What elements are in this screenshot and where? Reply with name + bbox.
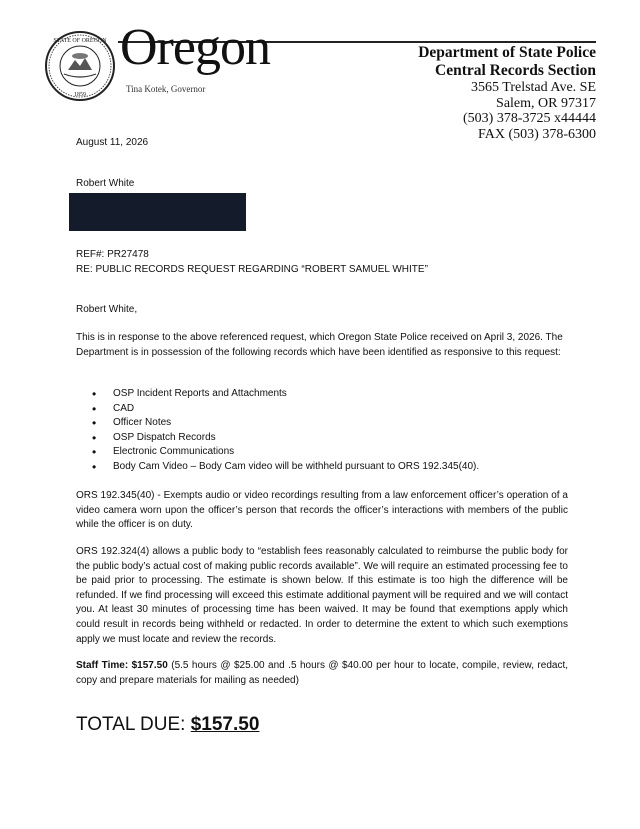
phone-number: (503) 378-3725 x44444: [463, 111, 596, 126]
svg-text:1859: 1859: [74, 92, 86, 98]
intro-text: This is in response to the above referenced request, which Oregon State Police received on April 3, 2026. The Department is in possession of the following records which have been identified as responsive to this request:: [76, 332, 563, 358]
fees-text: ORS 192.324(4) allows a public body to “establish fees reasonably calculated to reimburse the public body for the public body’s actual cost of making public records available”. We will require an estimated processing fee to be paid prior to processing. The estimate is shown below. If this estimate is too high the difference will be refunded. If we find processing will exceed this estimate additional payment will be required and we will contact you. At least 30 minutes of processing time has been waived. It may be found that exemptions apply which could result in records being withheld or redacted. In order to determine the extent to which such exemptions apply we must locate and review the records.: [76, 546, 568, 645]
address-line-2: Salem, OR 97317: [496, 95, 596, 111]
list-item: • CAD: [113, 402, 583, 417]
salutation: Robert White,: [76, 304, 138, 315]
list-item: • OSP Incident Reports and Attachments: [113, 387, 583, 402]
reference-number: REF#: PR27478: [76, 249, 149, 260]
list-item: • Officer Notes: [113, 416, 583, 431]
list-item: • Body Cam Video – Body Cam video will be withheld pursuant to ORS 192.345(40).: [113, 460, 583, 475]
reference-block: [76, 248, 568, 277]
total-due-label: TOTAL DUE:: [76, 714, 191, 735]
staff-time-paragraph: [76, 659, 568, 688]
list-item: • OSP Dispatch Records: [113, 431, 583, 446]
fees-paragraph: [76, 545, 568, 647]
governor-name: Tina Kotek, Governor: [126, 84, 206, 94]
svg-text:STATE OF OREGON: STATE OF OREGON: [53, 38, 107, 44]
redacted-address-block: [69, 193, 246, 231]
intro-paragraph: [76, 331, 568, 360]
section-name: Central Records Section: [435, 62, 596, 79]
state-seal-icon: [44, 30, 116, 102]
state-seal: [44, 30, 116, 102]
total-due-amount: $157.50: [190, 714, 260, 735]
records-list: [76, 387, 583, 475]
address-line-1: 3565 Trelstad Ave. SE: [471, 80, 596, 95]
department-name: Department of State Police: [418, 44, 596, 61]
list-item: • Electronic Communications: [113, 445, 583, 460]
department-address: [418, 44, 596, 142]
staff-time-label: Staff Time: $157.50: [76, 660, 168, 671]
total-due: [76, 714, 259, 736]
recipient-name: Robert White: [76, 178, 135, 189]
fax-number: FAX (503) 378-6300: [478, 126, 596, 142]
letter-date: August 11, 2026: [76, 137, 149, 148]
exemption-paragraph: [76, 489, 568, 533]
oregon-wordmark: Oregon: [120, 19, 270, 76]
subject-line: RE: PUBLIC RECORDS REQUEST REGARDING “ROBERT SAMUEL WHITE”: [76, 263, 428, 275]
staff-time-detail: (5.5 hours @ $25.00 and .5 hours @ $40.00 per hour to locate, compile, review, redact, copy and prepare materials for mailing as needed): [76, 660, 569, 686]
exemption-text: ORS 192.345(40) - Exempts audio or video recordings resulting from a law enforcement officer’s operation of a video camera worn upon the officer’s person that records the officer’s interactions with members of the public while the officer is on duty.: [76, 490, 568, 531]
